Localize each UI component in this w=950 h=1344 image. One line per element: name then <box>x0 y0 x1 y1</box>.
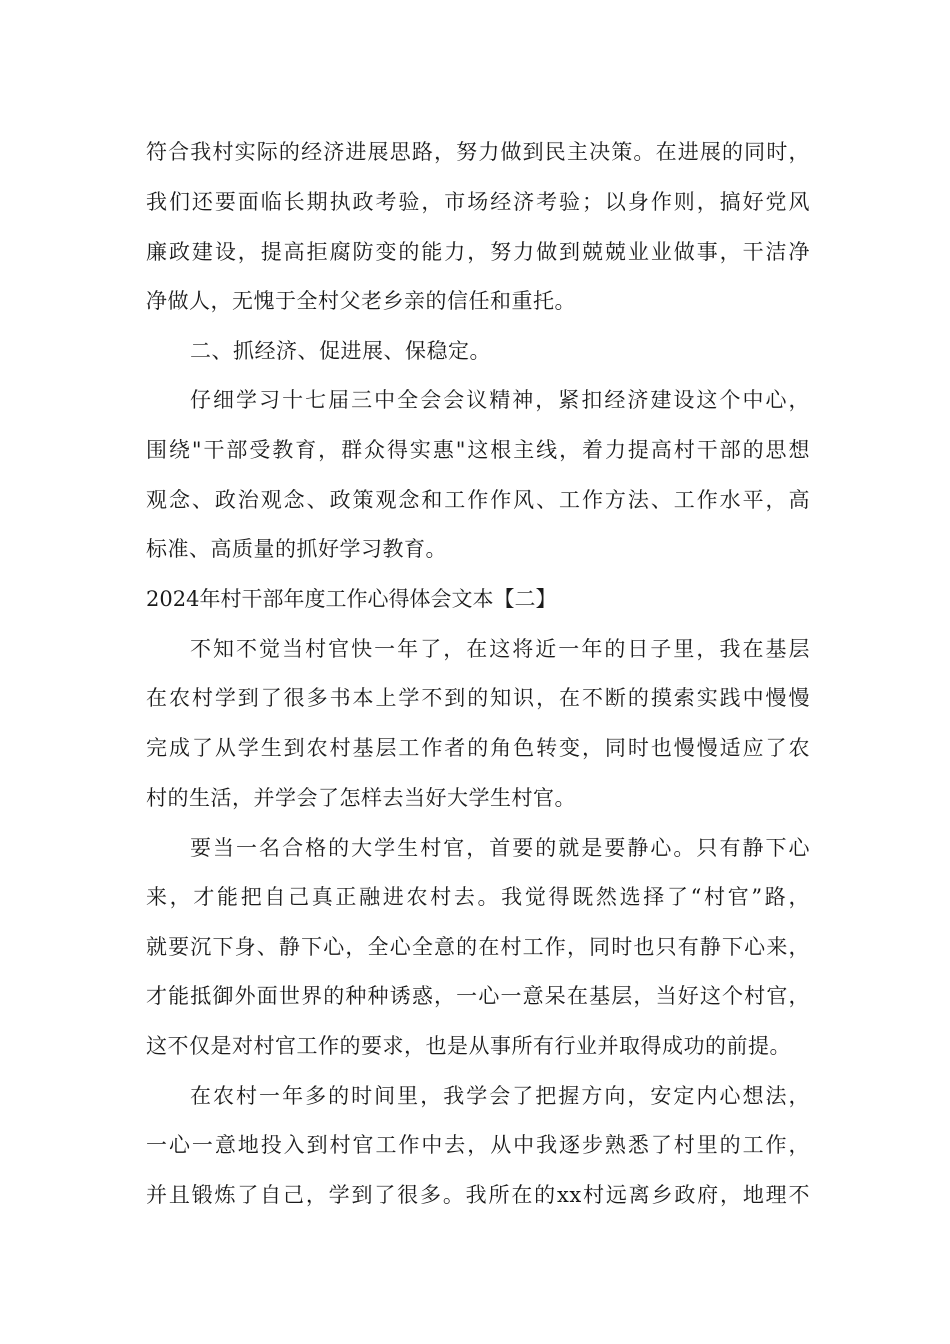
body-text-line: 在农村一年多的时间里，我学会了把握方向，安定内心想法， <box>190 1084 810 1108</box>
body-text-line: 符合我村实际的经济进展思路，努力做到民主决策。在进展的同时， <box>146 140 810 164</box>
body-text-line: 观念、政治观念、政策观念和工作作风、工作方法、工作水平，高 <box>146 488 810 512</box>
body-text-line: 完成了从学生到农村基层工作者的角色转变，同时也慢慢适应了农 <box>146 736 810 760</box>
body-text-line: 这不仅是对村官工作的要求，也是从事所有行业并取得成功的前提。 <box>146 1034 791 1058</box>
body-text-line: 村的生活，并学会了怎样去当好大学生村官。 <box>146 786 576 810</box>
article-title: 2024年村干部年度工作心得体会文本【二】 <box>146 587 557 611</box>
body-text-line: 廉政建设，提高拒腐防变的能力，努力做到兢兢业业做事，干洁净 <box>146 240 810 264</box>
body-text-line: 仔细学习十七届三中全会会议精神，紧扣经济建设这个中心， <box>190 388 810 412</box>
body-text-line: 在农村学到了很多书本上学不到的知识，在不断的摸索实践中慢慢 <box>146 686 810 710</box>
body-text-line: 来，才能把自己真正融进农村去。我觉得既然选择了“村官”路， <box>146 885 810 909</box>
body-text-line: 就要沉下身、静下心，全心全意的在村工作，同时也只有静下心来， <box>146 935 810 959</box>
body-text-line: 一心一意地投入到村官工作中去，从中我逐步熟悉了村里的工作， <box>146 1133 810 1157</box>
body-text-line: 标准、高质量的抓好学习教育。 <box>146 537 447 561</box>
body-text-line: 我们还要面临长期执政考验，市场经济考验；以身作则，搞好党风 <box>146 190 810 214</box>
body-text-line: 才能抵御外面世界的种种诱惑，一心一意呆在基层，当好这个村官， <box>146 984 810 1008</box>
section-heading: 二、抓经济、促进展、保稳定。 <box>190 339 491 363</box>
body-text-line: 要当一名合格的大学生村官，首要的就是要静心。只有静下心 <box>190 836 810 860</box>
body-text-line: 围绕"干部受教育，群众得实惠"这根主线，着力提高村干部的思想 <box>146 438 810 462</box>
body-text-line: 净做人，无愧于全村父老乡亲的信任和重托。 <box>146 289 576 313</box>
body-text-line: 不知不觉当村官快一年了，在这将近一年的日子里，我在基层 <box>190 637 810 661</box>
body-text-line: 并且锻炼了自己，学到了很多。我所在的xx村远离乡政府，地理不 <box>146 1183 810 1207</box>
